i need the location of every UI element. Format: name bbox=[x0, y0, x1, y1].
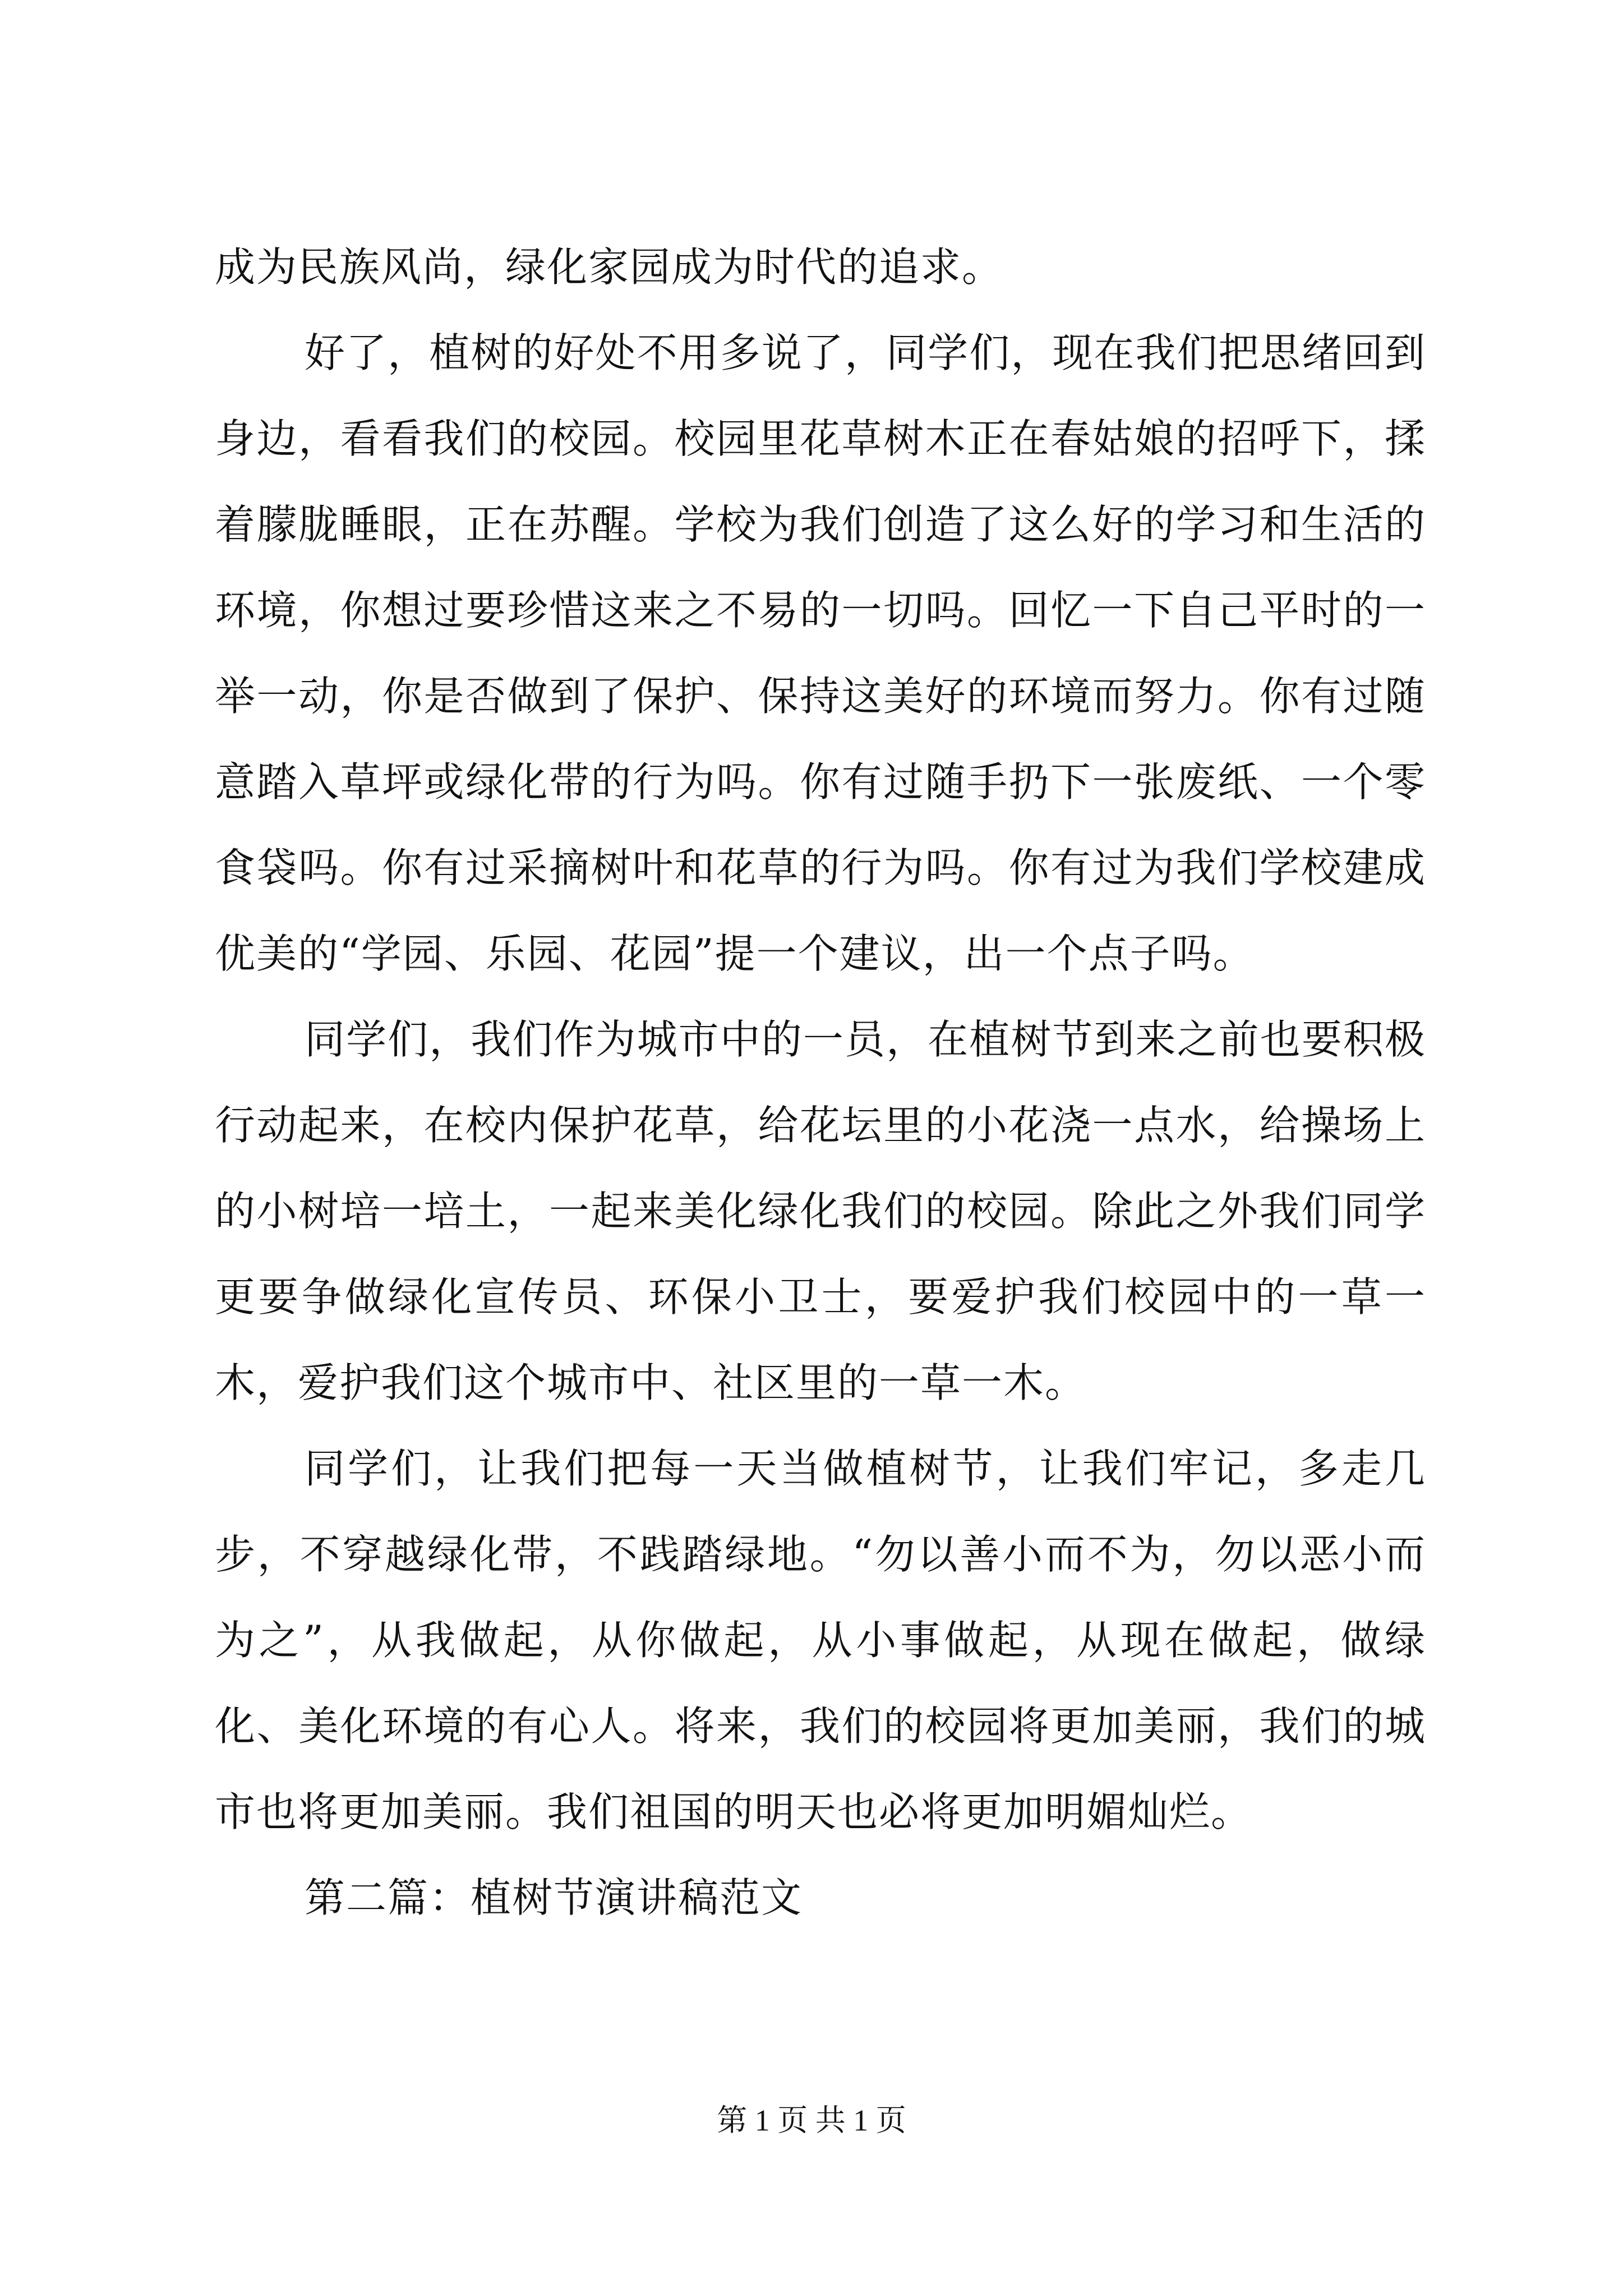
page-footer: 第 1 页 共 1 页 bbox=[717, 2104, 906, 2137]
paragraph-3: 同学们，我们作为城市中的一员，在植树节到来之前也要积极行动起来，在校内保护花草，给花坛里的小花浇一点水，给操场上的小树培一培土，一起来美化绿化我们的校园。除此之外我们同学更要争做绿化宣传员、环保小卫士，要爱护我们校园中的一草一木，爱护我们这个城市中、社区里的一草一木。 bbox=[215, 1016, 1426, 1406]
paragraph-4: 同学们，让我们把每一天当做植树节，让我们牢记，多走几步，不穿越绿化带，不践踏绿地。“勿以善小而不为，勿以恶小而为之”，从我做起，从你做起，从小事做起，从现在做起，做绿化、美化环境的有心人。将来，我们的校园将更加美丽，我们的城市也将更加美丽。我们祖国的明天也必将更加明媚灿烂。 bbox=[215, 1445, 1426, 1835]
paragraph-1: 成为民族风尚，绿化家园成为时代的追求。 bbox=[215, 243, 1004, 291]
paragraph-2: 好了，植树的好处不用多说了，同学们，现在我们把思绪回到身边，看看我们的校园。校园里花草树木正在春姑娘的招呼下，揉着朦胧睡眼，正在苏醒。学校为我们创造了这么好的学习和生活的环境，你想过要珍惜这来之不易的一切吗。回忆一下自己平时的一举一动，你是否做到了保护、保持这美好的环境而努力。你有过随意踏入草坪或绿化带的行为吗。你有过随手扔下一张废纸、一个零食袋吗。你有过采摘树叶和花草的行为吗。你有过为我们学校建成优美的“学园、乐园、花园”提一个建议，出一个点子吗。 bbox=[215, 329, 1426, 977]
document-body bbox=[215, 224, 1426, 1941]
section-heading: 第二篇：植树节演讲稿范文 bbox=[305, 1874, 803, 1921]
